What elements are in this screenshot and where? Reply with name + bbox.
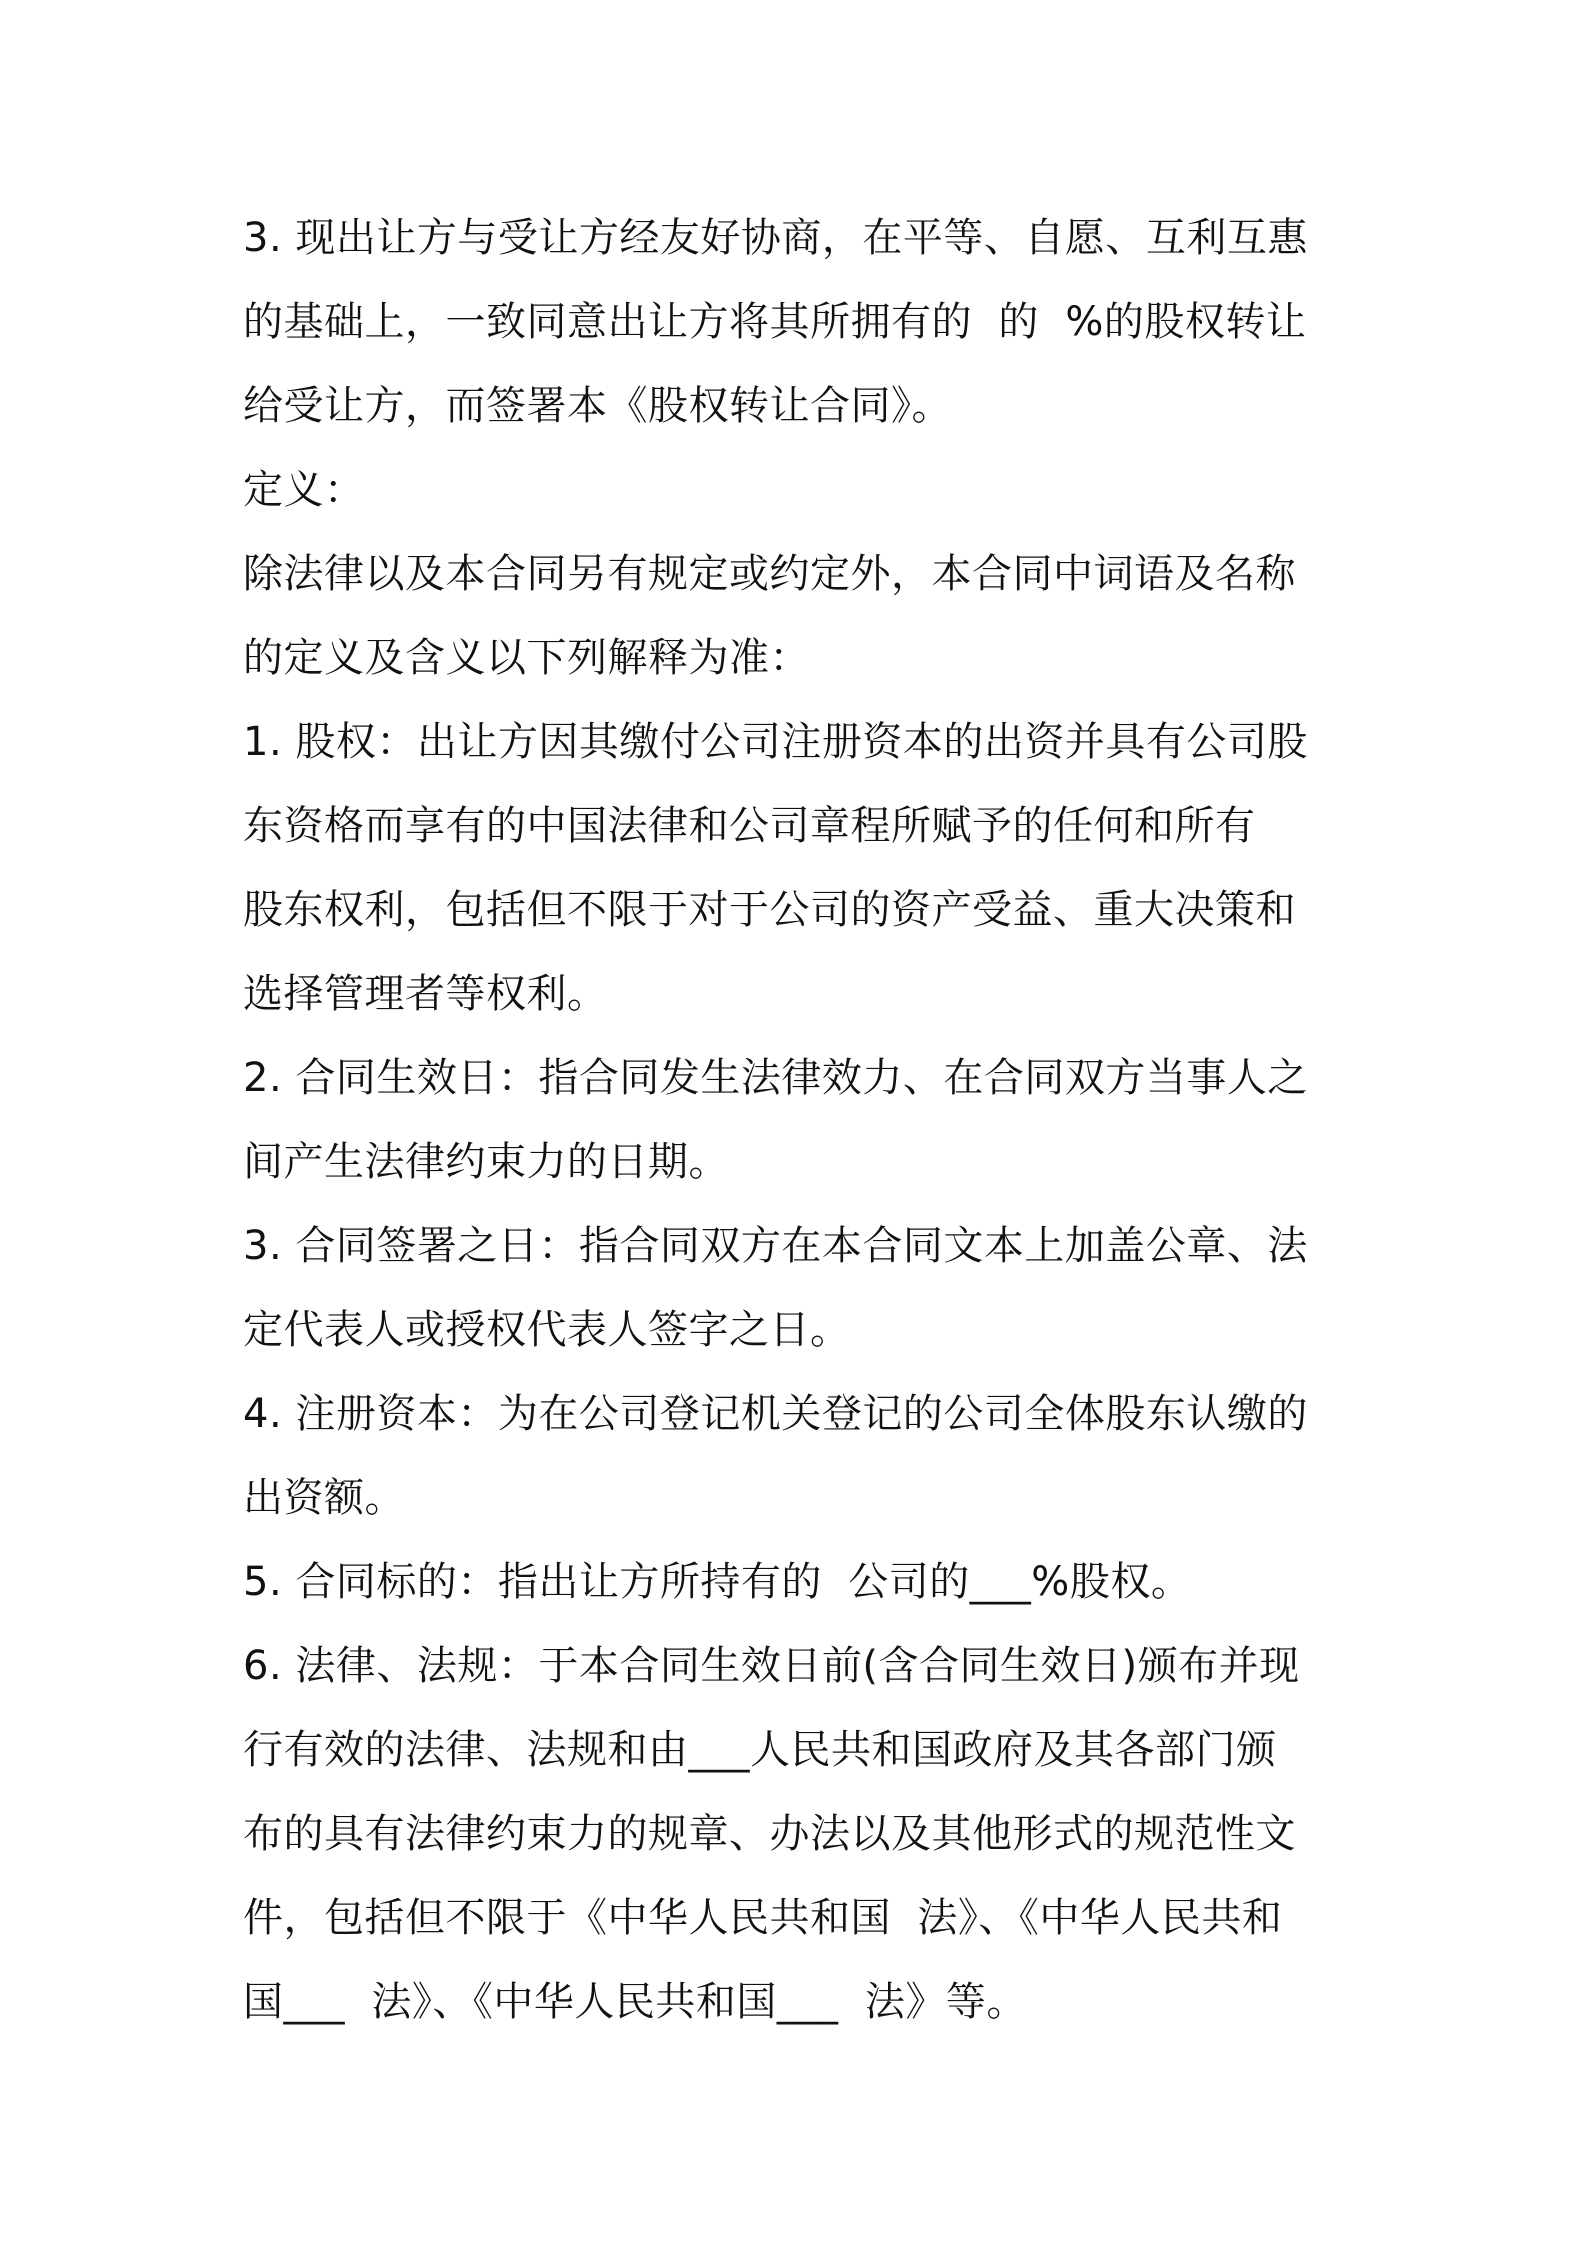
text-line: 间产生法律约束力的日期。 — [243, 1139, 729, 1185]
definition-item-6: 6. 法律、法规：于本合同生效日前(含合同生效日)颁布并现 — [243, 1643, 1300, 1689]
definition-item-4: 4. 注册资本：为在公司登记机关登记的公司全体股东认缴的 — [243, 1391, 1308, 1437]
text-line: 的基础上，一致同意出让方将其所拥有的 的 %的股权转让 — [243, 299, 1307, 345]
definition-item-1: 1. 股权：出让方因其缴付公司注册资本的出资并具有公司股 — [243, 719, 1308, 765]
text-line: 行有效的法律、法规和由___人民共和国政府及其各部门颁 — [243, 1727, 1277, 1773]
definition-item-3: 3. 合同签署之日：指合同双方在本合同文本上加盖公章、法 — [243, 1223, 1308, 1269]
definition-item-2: 2. 合同生效日：指合同发生法律效力、在合同双方当事人之 — [243, 1055, 1308, 1101]
definition-item-5: 5. 合同标的：指出让方所持有的 公司的___%股权。 — [243, 1559, 1192, 1605]
text-line: 给受让方，而签署本《股权转让合同》。 — [243, 383, 952, 429]
text-line: 出资额。 — [243, 1475, 405, 1521]
document-page — [243, 196, 1363, 2044]
text-line: 3. 现出让方与受让方经友好协商，在平等、自愿、互利互惠 — [243, 215, 1308, 261]
text-line: 除法律以及本合同另有规定或约定外，本合同中词语及名称 — [243, 551, 1296, 597]
text-line: 股东权利，包括但不限于对于公司的资产受益、重大决策和 — [243, 887, 1296, 933]
text-line: 选择管理者等权利。 — [243, 971, 608, 1017]
text-line: 件，包括但不限于《中华人民共和国 法》、《中华人民共和 — [243, 1895, 1283, 1941]
text-line: 布的具有法律约束力的规章、办法以及其他形式的规范性文 — [243, 1811, 1296, 1857]
text-line: 东资格而享有的中国法律和公司章程所赋予的任何和所有 — [243, 803, 1256, 849]
text-line: 国___ 法》、《中华人民共和国___ 法》等。 — [243, 1979, 1027, 2025]
section-heading-definitions: 定义： — [243, 467, 365, 513]
text-line: 的定义及含义以下列解释为准： — [243, 635, 810, 681]
text-line: 定代表人或授权代表人签字之日。 — [243, 1307, 851, 1353]
